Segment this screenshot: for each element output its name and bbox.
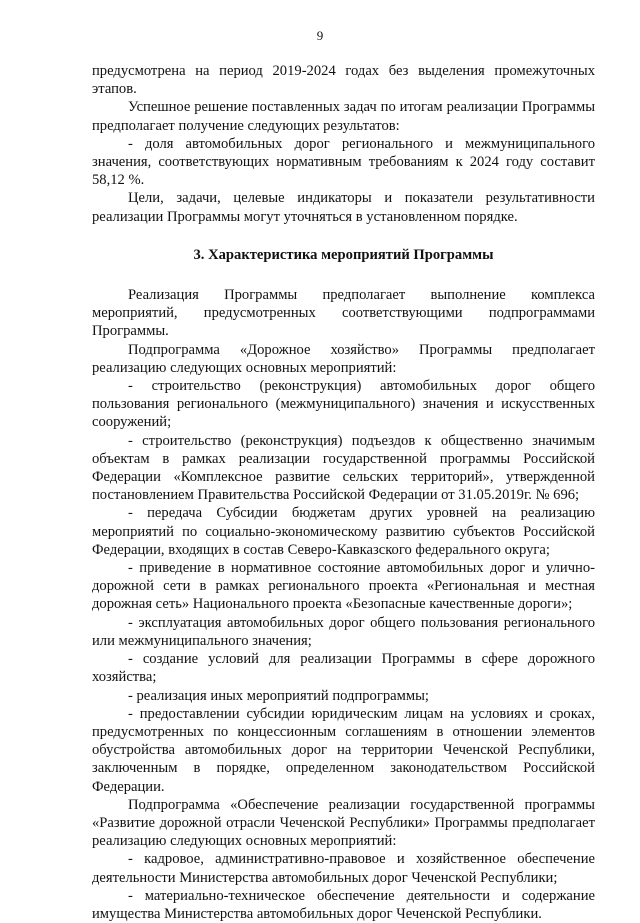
paragraph: Подпрограмма «Обеспечение реализации государственной программы «Развитие дорожной отрасли Чеченской Республики» Программы предполагает реализацию следующих основных мероприятий: [92,796,595,850]
paragraph: предусмотрена на период 2019-2024 годах без выделения промежуточных этапов. [92,63,595,98]
list-item: - создание условий для реализации Программы в сфере дорожного хозяйства; [92,651,595,686]
paragraph: Успешное решение поставленных задач по итогам реализации Программы предполагает получение следующих результатов: [92,99,595,134]
document-body [92,62,595,923]
list-item: - строительство (реконструкция) подъездов к общественно значимым объектам в рамках реализации государственной программы Российской Федерации «Комплексное развитие сельских территорий», утвержденной постановлением Правительства Российской Федерации от 31.05.2019г. № 696; [92,432,595,504]
list-item: - кадровое, административно-правовое и хозяйственное обеспечение деятельности Министерства автомобильных дорог Чеченской Республики; [92,851,595,886]
list-item: - строительство (реконструкция) автомобильных дорог общего пользования регионального (межмуниципального) значения и искусственных сооружений; [92,378,595,431]
list-item: - передача Субсидии бюджетам других уровней на реализацию мероприятий по социально-экономическому развитию субъектов Российской Федерации, входящих в состав Северо-Кавказского федерального округа; [92,505,595,558]
paragraph: Подпрограмма «Дорожное хозяйство» Программы предполагает реализацию следующих основных мероприятий: [92,341,595,376]
paragraph: Цели, задачи, целевые индикаторы и показатели результативности реализации Программы могут уточняться в установленном порядке. [92,190,595,225]
list-item: - приведение в нормативное состояние автомобильных дорог и улично-дорожной сети в рамках регионального проекта «Региональная и местная дорожная сеть» Национального проекта «Безопасные качественные дороги»; [92,560,595,613]
list-item: - доля автомобильных дорог регионального и межмуниципального значения, соответствующих нормативным требованиям к 2024 году составит 58,12 %. [92,135,595,189]
paragraph: Реализация Программы предполагает выполнение комплекса мероприятий, предусмотренных соответствующими подпрограммами Программы. [92,287,595,340]
section-heading: 3. Характеристика мероприятий Программы [193,246,494,263]
list-item: - материально-техническое обеспечение деятельности и содержание имущества Министерства автомобильных дорог Чеченской Республики. [92,887,595,922]
list-item: - предоставлении субсидии юридическим лицам на условиях и сроках, предусмотренных по концессионным соглашениям в отношении элементов обустройства автомобильных дорог на территории Чеченской Республики, заключенным в порядке, определенном законодательством Российской Федерации. [92,705,595,795]
list-item: - эксплуатация автомобильных дорог общего пользования регионального или межмуниципального значения; [92,614,595,649]
page-number: 9 [316,28,324,43]
list-item: - реализация иных мероприятий подпрограммы; [128,687,429,704]
